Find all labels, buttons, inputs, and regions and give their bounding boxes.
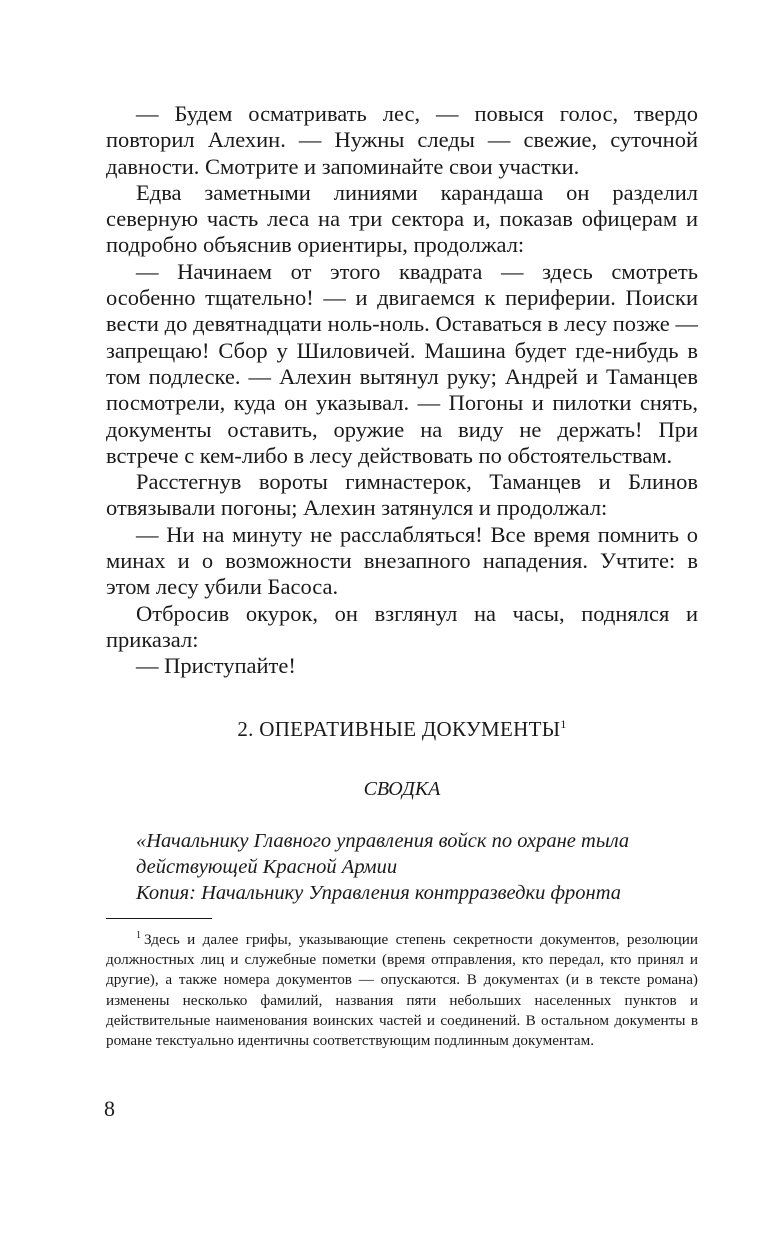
paragraph: — Приступайте! xyxy=(136,653,296,679)
page-number: 8 xyxy=(104,1096,115,1121)
document-type-label: СВОДКА xyxy=(363,778,441,800)
document-address xyxy=(136,828,696,906)
address-line: Копия: Начальнику Управления контрразведки фронта xyxy=(136,882,622,904)
paragraph: — Ни на минуту не расслабляться! Все время помнить о минах и о возможности внезапного нападения. Учтите: в этом лесу убили Басоса. xyxy=(106,521,698,600)
paragraph: Едва заметными линиями карандаша он разделил северную часть леса на три сектора и, показав офицерам и подробно объяснив ориентиры, продолжал: xyxy=(106,179,698,258)
section-heading xyxy=(106,717,698,742)
address-line: действующей Красной Армии xyxy=(136,856,398,878)
footnote-marker: 1 xyxy=(136,929,141,941)
paragraph: Расстегнув вороты гимнастерок, Таманцев и Блинов отвязывали погоны; Алехин затянулся и продолжал: xyxy=(106,469,698,521)
paragraph: Отбросив окурок, он взглянул на часы, поднялся и приказал: xyxy=(106,600,698,652)
footnote-text: Здесь и далее грифы, указывающие степень секретности документов, резолюции должностных лиц и служебные пометки (время отправления, кто передал, кто принял и другие), а также номера документов — опускаются. В документах (и в тексте романа) изменены несколько фамилий, названия пяти небольших населенных пунктов и действительные наименования воинских частей и соединений. В остальном документы в романе текстуально идентичны соответствующим подлинным документам. xyxy=(106,931,698,1050)
address-line: «Начальнику Главного управления войск по охране тыла xyxy=(136,830,630,852)
footnote-reference: 1 xyxy=(560,717,567,731)
footnote xyxy=(106,930,698,1051)
paragraph: — Будем осматривать лес, — повыся голос, твердо повторил Алехин. — Нужны следы — свежие, суточной давности. Смотрите и запоминайте свои участки. xyxy=(106,101,698,179)
section-title: 2. ОПЕРАТИВНЫЕ ДОКУМЕНТЫ xyxy=(237,717,561,741)
paragraph: — Начинаем от этого квадрата — здесь смотреть особенно тщательно! — и двигаемся к периферии. Поиски вести до девятнадцати ноль-ноль. Оставаться в лесу позже — запрещаю! Сбор у Шиловичей. Машина будет где-нибудь в том подлеске. — Алехин вытянул руку; Андрей и Таманцев посмотрели, куда он указывал. — Погоны и пилотки снять, документы оставить, оружие на виду не держать! При встрече с кем-либо в лесу действовать по обстоятельствам. xyxy=(106,258,698,468)
footnote-divider xyxy=(106,918,212,919)
main-text xyxy=(106,101,698,680)
